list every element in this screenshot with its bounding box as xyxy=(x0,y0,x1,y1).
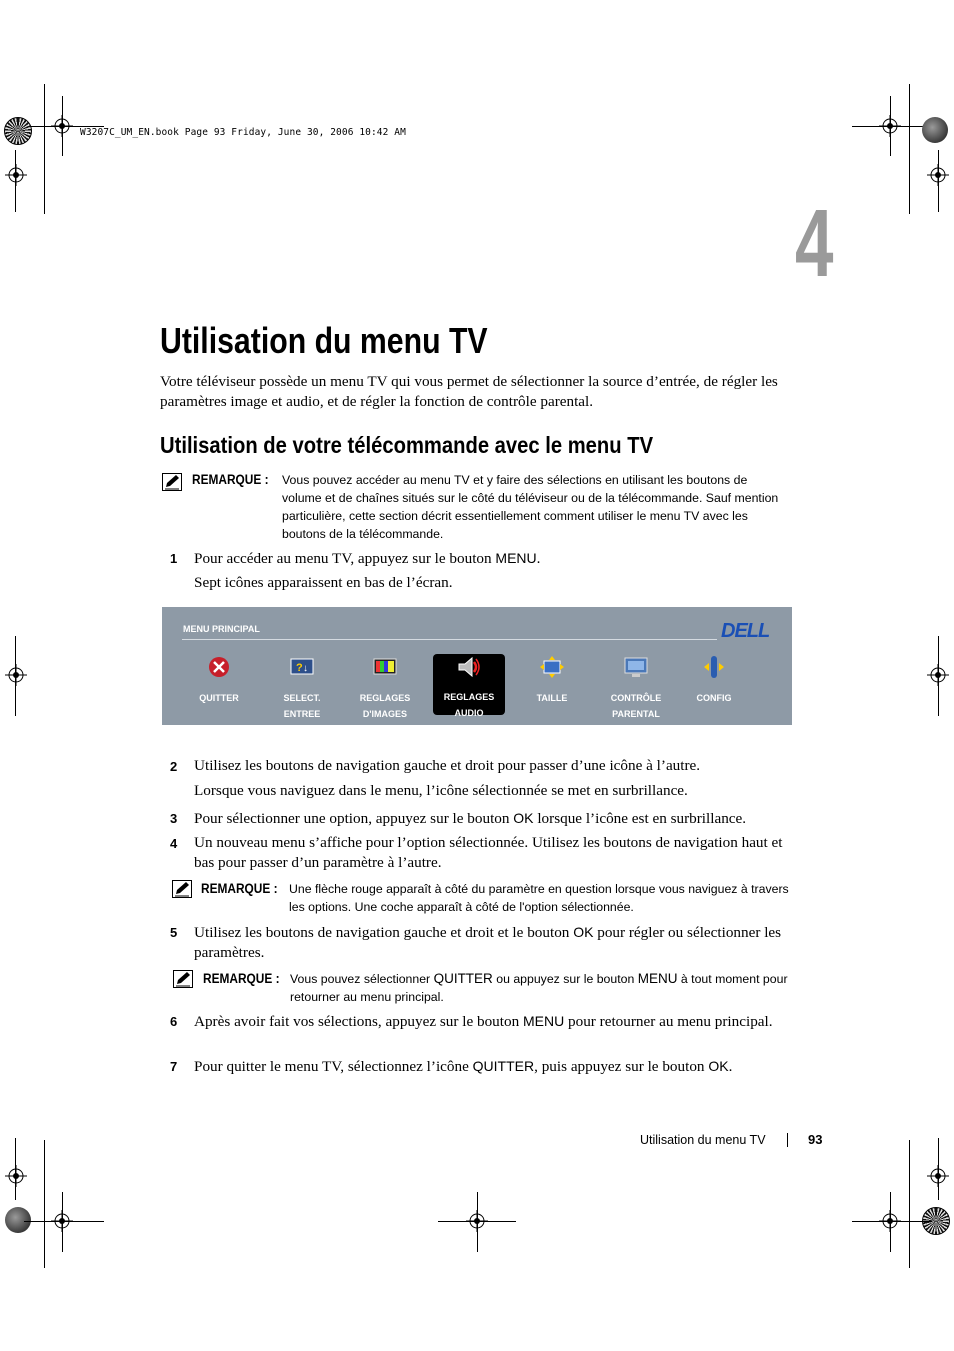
registration-target-icon xyxy=(5,664,27,686)
step-5 xyxy=(194,922,794,963)
step-number: 7 xyxy=(170,1059,178,1074)
tv-item-config[interactable] xyxy=(678,655,750,706)
step-number: 5 xyxy=(170,925,178,940)
step-text: Pour accéder au menu TV, appuyez sur le bouton xyxy=(194,550,496,567)
intro-paragraph: Votre téléviseur possède un menu TV qui vous permet de sélectionner la source d’entrée, de régler les paramètres image et audio, et de régler la fonction de contrôle parental. xyxy=(160,373,778,410)
crop-line xyxy=(44,84,45,214)
crop-line xyxy=(938,150,939,212)
step-text: Pour quitter le menu TV, sélectionnez l’icône xyxy=(194,1058,473,1075)
note-pencil-icon xyxy=(162,473,182,491)
tv-item-controle-parental[interactable] xyxy=(600,655,672,722)
dell-logo: DELL xyxy=(721,620,770,642)
tv-item-label: CONTRÔLE xyxy=(610,693,662,703)
step-number: 6 xyxy=(170,1014,178,1029)
step-text: Pour sélectionner une option, appuyez sur le bouton xyxy=(194,810,514,827)
tv-item-label: REGLAGES xyxy=(443,692,495,702)
registration-target-icon xyxy=(51,1210,73,1232)
tv-item-select-entree[interactable] xyxy=(266,655,338,722)
tv-item-label: ENTREE xyxy=(283,709,321,719)
note-text xyxy=(290,970,795,1006)
svg-text:?: ? xyxy=(296,662,303,674)
registration-target-icon xyxy=(51,115,73,137)
chapter-number: 4 xyxy=(795,190,834,297)
step-number: 2 xyxy=(170,759,178,774)
keyword: MENU xyxy=(495,550,537,566)
svg-text:↓: ↓ xyxy=(303,663,308,674)
parental-control-icon xyxy=(623,655,649,679)
registration-gray-ball-icon xyxy=(922,117,948,143)
footer-divider xyxy=(787,1133,788,1147)
crop-line xyxy=(44,1140,45,1268)
audio-settings-icon xyxy=(456,655,482,679)
note-text-part: Vous pouvez sélectionner xyxy=(290,972,434,986)
registration-target-icon xyxy=(879,1210,901,1232)
config-icon xyxy=(701,655,727,679)
tv-item-taille[interactable] xyxy=(516,655,588,706)
tv-item-label: CONFIG xyxy=(696,693,732,703)
registration-target-icon xyxy=(5,1165,27,1187)
step-text: . xyxy=(728,1058,733,1075)
keyword: OK xyxy=(573,924,594,940)
size-icon xyxy=(539,655,565,679)
note-label: REMARQUE : xyxy=(192,472,269,487)
footer-chapter-title: Utilisation du menu TV xyxy=(640,1133,766,1147)
tv-item-label: D'IMAGES xyxy=(362,709,408,719)
tv-item-label: TAILLE xyxy=(536,693,568,703)
tv-menu-divider xyxy=(182,639,717,640)
tv-item-label: QUITTER xyxy=(199,693,239,703)
registration-target-icon xyxy=(879,115,901,137)
keyword: QUITTER xyxy=(472,1058,535,1074)
step-text: Après avoir fait vos sélections, appuyez sur le bouton xyxy=(194,1013,523,1030)
picture-settings-icon xyxy=(372,655,398,679)
note-pencil-icon xyxy=(173,970,193,988)
note-label: REMARQUE : xyxy=(201,881,278,896)
step-6 xyxy=(194,1011,774,1032)
step-number: 3 xyxy=(170,811,178,826)
tv-item-label: PARENTAL xyxy=(612,709,660,719)
note-text: Vous pouvez accéder au menu TV et y faire des sélections en utilisant les boutons de volume et de chaînes situés sur le côté du téléviseur ou de la télécommande. Sauf mention particulière, cette section décrit essentiellement comment utiliser le menu TV avec les boutons de la télécommande. xyxy=(282,473,779,541)
note-label: REMARQUE : xyxy=(203,971,280,986)
step-4: Un nouveau menu s’affiche pour l’option sélectionnée. Utilisez les boutons de navigation haut et bas pour passer d’un paramètre à l’autre. xyxy=(194,834,783,871)
step-1-sub: Sept icônes apparaissent en bas de l’écran. xyxy=(194,574,453,591)
tv-item-reglages-images[interactable] xyxy=(349,655,421,722)
registration-target-icon xyxy=(5,164,27,186)
keyword: MENU xyxy=(637,971,678,986)
keyword: OK xyxy=(708,1058,729,1074)
step-3 xyxy=(194,808,794,829)
step-text: , puis appuyez sur le bouton xyxy=(534,1058,709,1075)
registration-gray-ball-icon xyxy=(5,1207,31,1233)
tv-item-label: REGLAGES xyxy=(359,693,411,703)
input-select-icon xyxy=(289,655,315,679)
step-number: 1 xyxy=(170,551,178,566)
registration-starburst-icon xyxy=(4,117,32,145)
step-number: 4 xyxy=(170,836,178,851)
step-text: . xyxy=(536,550,541,567)
tv-item-label: SELECT. xyxy=(283,693,321,703)
step-text: pour retourner au menu principal. xyxy=(564,1013,773,1030)
crop-line xyxy=(909,1140,910,1268)
crop-line xyxy=(15,150,16,212)
note-pencil-icon xyxy=(172,880,192,898)
keyword: OK xyxy=(513,810,534,826)
crop-line xyxy=(909,84,910,214)
step-text: lorsque l’icône est en surbrillance. xyxy=(533,810,747,827)
print-header: W3207C_UM_EN.book Page 93 Friday, June 30, 2006 10:42 AM xyxy=(80,127,406,138)
step-1 xyxy=(194,548,794,569)
keyword: QUITTER xyxy=(433,971,493,986)
step-text: pour régler ou sélectionner les paramètres. xyxy=(194,924,782,961)
step-7 xyxy=(194,1056,794,1077)
step-text: Utilisez les boutons de navigation gauche et droit et le bouton xyxy=(194,924,574,941)
registration-target-icon xyxy=(466,1210,488,1232)
page-number: 93 xyxy=(808,1132,823,1147)
keyword: MENU xyxy=(522,1013,565,1029)
step-2-sub: Lorsque vous naviguez dans le menu, l’icône sélectionnée se met en surbrillance. xyxy=(194,782,688,799)
step-2: Utilisez les boutons de navigation gauche et droit pour passer d’une icône à l’autre. xyxy=(194,757,701,774)
note-text-part: ou appuyez sur le bouton xyxy=(492,972,638,986)
tv-item-reglages-audio[interactable] xyxy=(433,654,505,718)
tv-item-label: AUDIO xyxy=(454,708,484,718)
page-title: Utilisation du menu TV xyxy=(160,320,488,361)
section-title: Utilisation de votre télécommande avec le menu TV xyxy=(160,432,654,458)
note-text: Une flèche rouge apparaît à côté du paramètre en question lorsque vous naviguez à travers les options. Une coche apparaît à côté de l'option sélectionnée. xyxy=(289,882,789,914)
registration-target-icon xyxy=(927,1165,949,1187)
quit-icon xyxy=(206,655,232,679)
note-text-part: à tout moment pour retourner au menu principal. xyxy=(290,972,788,1004)
tv-main-menu xyxy=(162,607,792,725)
tv-item-quitter[interactable] xyxy=(183,655,255,706)
tv-menu-title: MENU PRINCIPAL xyxy=(183,624,260,634)
registration-target-icon xyxy=(927,664,949,686)
